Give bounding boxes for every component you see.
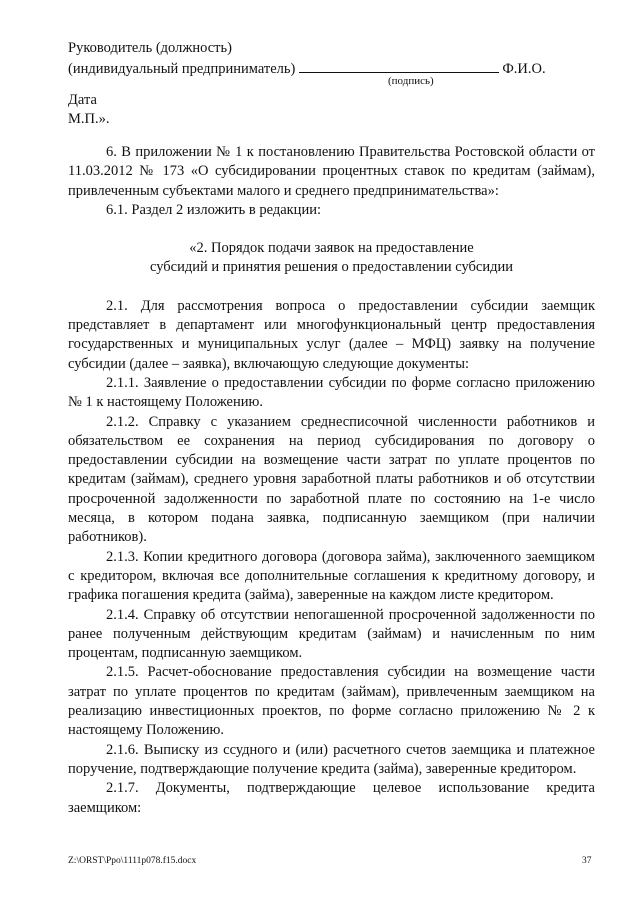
signature-block <box>68 39 598 79</box>
footer-file-path: Z:\ORST\Ppo\1111p078.f15.docx <box>68 856 197 866</box>
paragraph-2-1-1: 2.1.1. Заявление о предоставлении субсидии по форме согласно приложению № 1 к настоящему Положению. <box>68 374 595 411</box>
paragraph-2-1-4: 2.1.4. Справку об отсутствии непогашенной просроченной задолженности по ранее полученным действующим кредитам (займам) и начисленным по ним процентам, подписанную заемщиком. <box>68 606 595 662</box>
signature-underline <box>299 58 499 73</box>
paragraph-2-1: 2.1. Для рассмотрения вопроса о предоставлении субсидии заемщик представляет в департамент или многофункциональный центр предоставления государственных и муниципальных услуг (далее – МФЦ) заявку на получение субсидии (далее – заявка), включающую следующие документы: <box>68 297 595 372</box>
signature-fio: Ф.И.О. <box>502 61 546 77</box>
signature-line-2 <box>68 58 598 79</box>
paragraph-6-1: 6.1. Раздел 2 изложить в редакции: <box>106 201 321 218</box>
paragraph-2-1-7: 2.1.7. Документы, подтверждающие целевое использование кредита заемщиком: <box>68 780 595 816</box>
section-heading-line-2: субсидий и принятия решения о предоставлении субсидии <box>150 259 513 276</box>
date-label: Дата <box>68 92 97 108</box>
section-heading-line-1: «2. Порядок подачи заявок на предоставление <box>189 240 474 257</box>
document-body <box>68 143 595 818</box>
date-stamp-block <box>68 91 110 129</box>
paragraph-2-1-2: 2.1.2. Справку с указанием среднесписочной численности работников и обязательством ее сохранения на период субсидирования по договору о предоставлении субсидии на возмещение части затрат по уплате процентов по кредитам (займам), среднего уровня заработной платы работников и об отсутствии просроченной задолженности по заработной плате по состоянию на 1-е число месяца, в котором подана заявка, подписанную заемщиком (при наличии работников). <box>68 413 595 546</box>
signature-line-1: Руководитель (должность) <box>68 40 232 56</box>
footer-page-number: 37 <box>582 856 592 866</box>
paragraph-2-1-6: 2.1.6. Выписку из ссудного и (или) расчетного счетов заемщика и платежное поручение, подтверждающие получение кредита (займа), заверенные кредитором. <box>68 741 595 777</box>
stamp-label: М.П.». <box>68 111 110 127</box>
paragraph-6: 6. В приложении № 1 к постановлению Правительства Ростовской области от 11.03.2012 № 173 «О субсидировании процентных ставок по кредитам (займам), привлеченным субъектами малого и среднего предпринимательства»: <box>68 144 595 199</box>
paragraph-2-1-5: 2.1.5. Расчет-обоснование предоставления субсидии на возмещение части затрат по уплате процентов по кредитам (займам), привлеченным заемщиком на реализацию инвестиционных проектов, по форме согласно приложению № 2 к настоящему Положению. <box>68 664 595 739</box>
signature-caption: (подпись) <box>388 75 434 87</box>
paragraph-2-1-3: 2.1.3. Копии кредитного договора (договора займа), заключенного заемщиком с кредитором, включая все дополнительные соглашения к кредитному договору, и графика погашения кредита (займа), заверенные на каждом листе кредитором. <box>68 548 595 604</box>
signature-role: (индивидуальный предприниматель) <box>68 61 296 77</box>
